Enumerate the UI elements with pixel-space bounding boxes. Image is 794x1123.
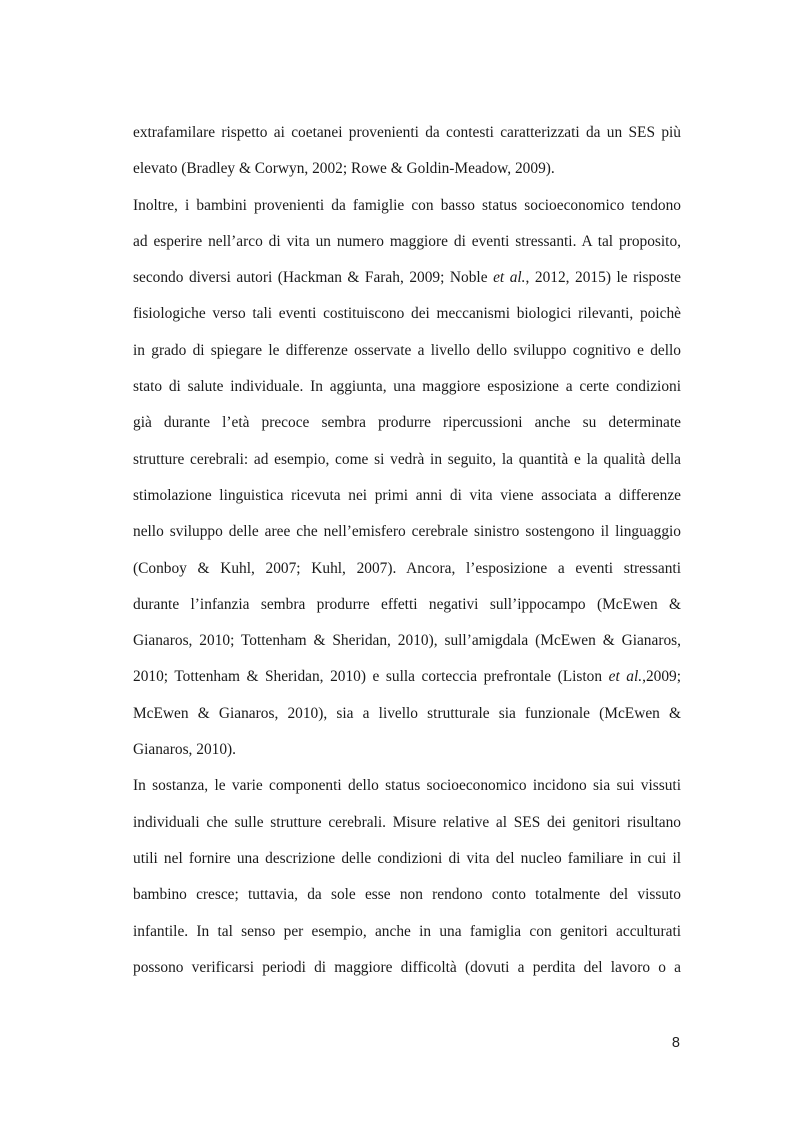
text-line: individuali che sulle strutture cerebrali. Misure relative al SES dei genitori risultano	[133, 813, 681, 831]
italic-text: et al.	[608, 668, 643, 686]
body-text	[133, 115, 681, 986]
text-line: In sostanza, le varie componenti dello status socioeconomico incidono sia sui vissuti	[133, 777, 681, 795]
text-line: (Conboy & Kuhl, 2007; Kuhl, 2007). Ancora, l’esposizione a eventi stressanti	[133, 559, 681, 577]
text-line: utili nel fornire una descrizione delle condizioni di vita del nucleo familiare in cui il	[133, 849, 681, 867]
text-line: Gianaros, 2010).	[133, 741, 237, 759]
text-line: Inoltre, i bambini provenienti da famiglie con basso status socioeconomico tendono	[133, 196, 681, 214]
text-line: strutture cerebrali: ad esempio, come si vedrà in seguito, la quantità e la qualità della	[133, 450, 681, 468]
text-line: Gianaros, 2010; Tottenham & Sheridan, 2010), sull’amigdala (McEwen & Gianaros,	[133, 632, 681, 650]
text-line: possono verificarsi periodi di maggiore difficoltà (dovuti a perdita del lavoro o a	[133, 958, 681, 976]
page-number: 8	[671, 1035, 680, 1051]
text-line: ad esperire nell’arco di vita un numero maggiore di eventi stressanti. A tal proposito,	[133, 232, 681, 250]
italic-text: et al.	[493, 269, 526, 287]
text-line: McEwen & Gianaros, 2010), sia a livello strutturale sia funzionale (McEwen &	[133, 704, 681, 722]
text-line: in grado di spiegare le differenze osservate a livello dello sviluppo cognitivo e dello	[133, 341, 681, 359]
text-line: secondo diversi autori (Hackman & Farah, 2009; Noble et al., 2012, 2015) le risposte	[133, 269, 681, 287]
text-line: già durante l’età precoce sembra produrre ripercussioni anche su determinate	[133, 414, 681, 432]
text-line: bambino cresce; tuttavia, da sole esse non rendono conto totalmente del vissuto	[133, 886, 681, 904]
text-line: elevato (Bradley & Corwyn, 2002; Rowe & Goldin-Meadow, 2009).	[133, 160, 555, 178]
text-line: stimolazione linguistica ricevuta nei primi anni di vita viene associata a differenze	[133, 486, 681, 504]
text-line: stato di salute individuale. In aggiunta, una maggiore esposizione a certe condizioni	[133, 378, 681, 396]
text-line: 2010; Tottenham & Sheridan, 2010) e sulla corteccia prefrontale (Liston et al.,2009;	[133, 668, 681, 686]
text-line: extrafamilare rispetto ai coetanei provenienti da contesti caratterizzati da un SES più	[133, 124, 681, 141]
text-line: durante l’infanzia sembra produrre effetti negativi sull’ippocampo (McEwen &	[133, 595, 681, 613]
text-line: fisiologiche verso tali eventi costituiscono dei meccanismi biologici rilevanti, poichè	[133, 305, 681, 323]
text-line: infantile. In tal senso per esempio, anche in una famiglia con genitori acculturati	[133, 922, 681, 940]
text-line: nello sviluppo delle aree che nell’emisfero cerebrale sinistro sostengono il linguaggio	[133, 523, 681, 541]
